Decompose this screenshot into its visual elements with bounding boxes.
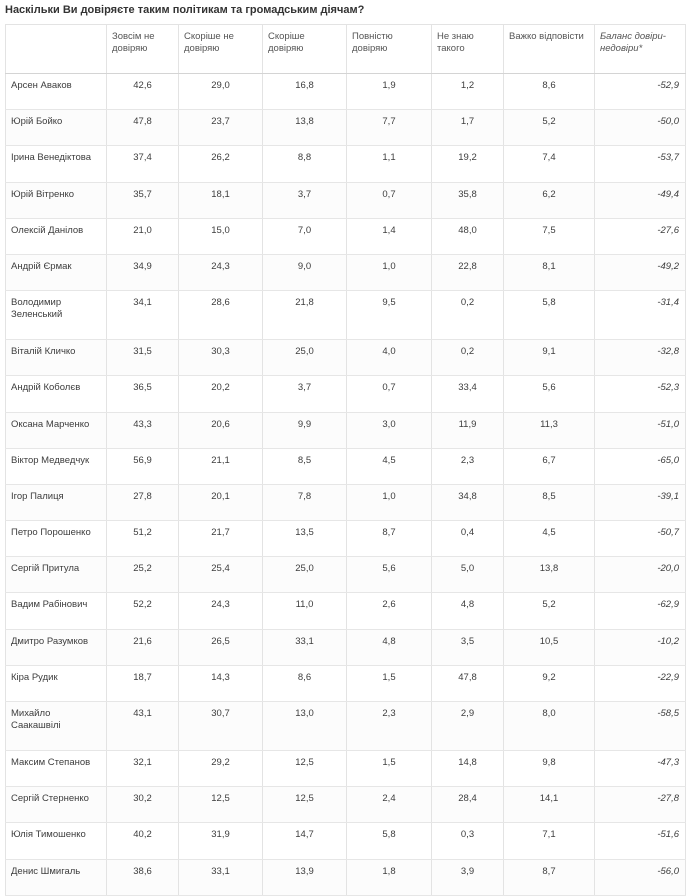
cell-balance: -22,9 bbox=[595, 665, 686, 701]
cell-rather-trust: 13,5 bbox=[263, 521, 347, 557]
cell-rather-not: 26,2 bbox=[179, 146, 263, 182]
table-title: Наскільки Ви довіряєте таким політикам та громадським діячам? bbox=[5, 4, 365, 16]
person-name: Оксана Марченко bbox=[6, 412, 107, 448]
cell-rather-not: 24,3 bbox=[179, 254, 263, 290]
person-name: Віктор Медведчук bbox=[6, 448, 107, 484]
cell-not-at-all: 27,8 bbox=[107, 484, 179, 520]
cell-balance: -27,6 bbox=[595, 218, 686, 254]
cell-rather-not: 31,9 bbox=[179, 823, 263, 859]
cell-balance: -51,0 bbox=[595, 412, 686, 448]
cell-rather-trust: 3,7 bbox=[263, 376, 347, 412]
cell-hard-to-say: 6,2 bbox=[504, 182, 595, 218]
person-name: Сергій Притула bbox=[6, 557, 107, 593]
cell-rather-trust: 9,0 bbox=[263, 254, 347, 290]
cell-balance: -32,8 bbox=[595, 340, 686, 376]
cell-hard-to-say: 10,5 bbox=[504, 629, 595, 665]
cell-hard-to-say: 8,0 bbox=[504, 702, 595, 751]
cell-fully-trust: 1,8 bbox=[347, 859, 432, 895]
cell-rather-trust: 13,8 bbox=[263, 110, 347, 146]
cell-rather-not: 23,7 bbox=[179, 110, 263, 146]
cell-rather-not: 20,1 bbox=[179, 484, 263, 520]
cell-rather-trust: 16,8 bbox=[263, 74, 347, 110]
person-name: Віталій Кличко bbox=[6, 340, 107, 376]
table-row bbox=[6, 412, 686, 448]
trust-table bbox=[5, 24, 686, 896]
table-row bbox=[6, 787, 686, 823]
cell-balance: -52,9 bbox=[595, 74, 686, 110]
cell-rather-not: 26,5 bbox=[179, 629, 263, 665]
cell-rather-not: 25,4 bbox=[179, 557, 263, 593]
cell-not-at-all: 43,3 bbox=[107, 412, 179, 448]
header-dont-know: Не знаю такого bbox=[432, 25, 504, 74]
cell-hard-to-say: 8,1 bbox=[504, 254, 595, 290]
cell-not-at-all: 30,2 bbox=[107, 787, 179, 823]
cell-rather-not: 12,5 bbox=[179, 787, 263, 823]
table-body bbox=[6, 74, 686, 896]
cell-hard-to-say: 7,1 bbox=[504, 823, 595, 859]
cell-fully-trust: 1,9 bbox=[347, 74, 432, 110]
cell-balance: -50,7 bbox=[595, 521, 686, 557]
cell-fully-trust: 7,7 bbox=[347, 110, 432, 146]
cell-not-at-all: 31,5 bbox=[107, 340, 179, 376]
header-name bbox=[6, 25, 107, 74]
person-name: Юрій Бойко bbox=[6, 110, 107, 146]
table-row bbox=[6, 859, 686, 895]
cell-dont-know: 4,8 bbox=[432, 593, 504, 629]
cell-balance: -20,0 bbox=[595, 557, 686, 593]
cell-balance: -56,0 bbox=[595, 859, 686, 895]
cell-hard-to-say: 8,6 bbox=[504, 74, 595, 110]
table-row bbox=[6, 751, 686, 787]
cell-hard-to-say: 9,8 bbox=[504, 751, 595, 787]
cell-hard-to-say: 7,5 bbox=[504, 218, 595, 254]
cell-not-at-all: 34,9 bbox=[107, 254, 179, 290]
cell-rather-not: 24,3 bbox=[179, 593, 263, 629]
person-name: Ігор Палиця bbox=[6, 484, 107, 520]
cell-rather-trust: 14,7 bbox=[263, 823, 347, 859]
cell-dont-know: 33,4 bbox=[432, 376, 504, 412]
cell-balance: -50,0 bbox=[595, 110, 686, 146]
header-balance: Баланс довіри-недовіри* bbox=[595, 25, 686, 74]
cell-rather-trust: 13,0 bbox=[263, 702, 347, 751]
table-row bbox=[6, 340, 686, 376]
cell-rather-trust: 7,0 bbox=[263, 218, 347, 254]
cell-balance: -49,2 bbox=[595, 254, 686, 290]
person-name: Володимир Зеленський bbox=[6, 291, 107, 340]
cell-fully-trust: 4,5 bbox=[347, 448, 432, 484]
cell-rather-trust: 25,0 bbox=[263, 557, 347, 593]
cell-dont-know: 2,9 bbox=[432, 702, 504, 751]
cell-balance: -58,5 bbox=[595, 702, 686, 751]
cell-not-at-all: 34,1 bbox=[107, 291, 179, 340]
cell-dont-know: 0,4 bbox=[432, 521, 504, 557]
cell-balance: -10,2 bbox=[595, 629, 686, 665]
table-row bbox=[6, 521, 686, 557]
cell-fully-trust: 0,7 bbox=[347, 376, 432, 412]
person-name: Андрій Коболєв bbox=[6, 376, 107, 412]
header-hard-to-say: Важко відповісти bbox=[504, 25, 595, 74]
table-row bbox=[6, 182, 686, 218]
cell-balance: -31,4 bbox=[595, 291, 686, 340]
table-row bbox=[6, 593, 686, 629]
cell-fully-trust: 2,4 bbox=[347, 787, 432, 823]
table-row bbox=[6, 376, 686, 412]
cell-hard-to-say: 5,6 bbox=[504, 376, 595, 412]
cell-not-at-all: 42,6 bbox=[107, 74, 179, 110]
cell-hard-to-say: 4,5 bbox=[504, 521, 595, 557]
cell-fully-trust: 2,3 bbox=[347, 702, 432, 751]
cell-dont-know: 3,9 bbox=[432, 859, 504, 895]
cell-rather-not: 28,6 bbox=[179, 291, 263, 340]
cell-rather-trust: 9,9 bbox=[263, 412, 347, 448]
cell-hard-to-say: 5,2 bbox=[504, 110, 595, 146]
cell-dont-know: 22,8 bbox=[432, 254, 504, 290]
cell-rather-trust: 8,5 bbox=[263, 448, 347, 484]
cell-rather-not: 33,1 bbox=[179, 859, 263, 895]
cell-rather-not: 21,7 bbox=[179, 521, 263, 557]
header-not-at-all: Зовсім не довіряю bbox=[107, 25, 179, 74]
cell-balance: -53,7 bbox=[595, 146, 686, 182]
cell-rather-trust: 25,0 bbox=[263, 340, 347, 376]
cell-dont-know: 11,9 bbox=[432, 412, 504, 448]
cell-dont-know: 35,8 bbox=[432, 182, 504, 218]
cell-dont-know: 14,8 bbox=[432, 751, 504, 787]
cell-fully-trust: 1,5 bbox=[347, 751, 432, 787]
table-row bbox=[6, 146, 686, 182]
cell-rather-trust: 7,8 bbox=[263, 484, 347, 520]
cell-balance: -51,6 bbox=[595, 823, 686, 859]
cell-fully-trust: 1,4 bbox=[347, 218, 432, 254]
header-rather-not: Скоріше не довіряю bbox=[179, 25, 263, 74]
table-row bbox=[6, 665, 686, 701]
cell-hard-to-say: 5,2 bbox=[504, 593, 595, 629]
cell-rather-trust: 33,1 bbox=[263, 629, 347, 665]
person-name: Петро Порошенко bbox=[6, 521, 107, 557]
cell-fully-trust: 1,0 bbox=[347, 254, 432, 290]
cell-not-at-all: 21,0 bbox=[107, 218, 179, 254]
table-row bbox=[6, 557, 686, 593]
cell-fully-trust: 4,8 bbox=[347, 629, 432, 665]
cell-balance: -49,4 bbox=[595, 182, 686, 218]
person-name: Денис Шмигаль bbox=[6, 859, 107, 895]
cell-fully-trust: 2,6 bbox=[347, 593, 432, 629]
cell-not-at-all: 21,6 bbox=[107, 629, 179, 665]
cell-not-at-all: 52,2 bbox=[107, 593, 179, 629]
person-name: Вадим Рабінович bbox=[6, 593, 107, 629]
cell-hard-to-say: 13,8 bbox=[504, 557, 595, 593]
person-name: Ірина Венедіктова bbox=[6, 146, 107, 182]
cell-dont-know: 47,8 bbox=[432, 665, 504, 701]
cell-rather-trust: 8,8 bbox=[263, 146, 347, 182]
cell-dont-know: 19,2 bbox=[432, 146, 504, 182]
person-name: Дмитро Разумков bbox=[6, 629, 107, 665]
cell-dont-know: 3,5 bbox=[432, 629, 504, 665]
cell-not-at-all: 32,1 bbox=[107, 751, 179, 787]
cell-balance: -52,3 bbox=[595, 376, 686, 412]
table-row bbox=[6, 629, 686, 665]
cell-dont-know: 34,8 bbox=[432, 484, 504, 520]
cell-rather-not: 18,1 bbox=[179, 182, 263, 218]
cell-balance: -39,1 bbox=[595, 484, 686, 520]
cell-not-at-all: 40,2 bbox=[107, 823, 179, 859]
cell-rather-not: 21,1 bbox=[179, 448, 263, 484]
cell-dont-know: 0,3 bbox=[432, 823, 504, 859]
cell-hard-to-say: 8,5 bbox=[504, 484, 595, 520]
cell-rather-not: 29,0 bbox=[179, 74, 263, 110]
cell-dont-know: 1,7 bbox=[432, 110, 504, 146]
person-name: Юрій Вітренко bbox=[6, 182, 107, 218]
cell-fully-trust: 1,0 bbox=[347, 484, 432, 520]
cell-hard-to-say: 8,7 bbox=[504, 859, 595, 895]
person-name: Михайло Саакашвілі bbox=[6, 702, 107, 751]
cell-rather-not: 14,3 bbox=[179, 665, 263, 701]
cell-rather-trust: 8,6 bbox=[263, 665, 347, 701]
table-row bbox=[6, 110, 686, 146]
table-row bbox=[6, 74, 686, 110]
header-row bbox=[6, 25, 686, 74]
cell-fully-trust: 9,5 bbox=[347, 291, 432, 340]
cell-rather-not: 20,2 bbox=[179, 376, 263, 412]
cell-not-at-all: 36,5 bbox=[107, 376, 179, 412]
cell-rather-trust: 12,5 bbox=[263, 751, 347, 787]
cell-rather-not: 29,2 bbox=[179, 751, 263, 787]
cell-fully-trust: 0,7 bbox=[347, 182, 432, 218]
cell-not-at-all: 25,2 bbox=[107, 557, 179, 593]
table-row bbox=[6, 254, 686, 290]
cell-hard-to-say: 11,3 bbox=[504, 412, 595, 448]
person-name: Сергій Стерненко bbox=[6, 787, 107, 823]
cell-hard-to-say: 14,1 bbox=[504, 787, 595, 823]
cell-dont-know: 1,2 bbox=[432, 74, 504, 110]
person-name: Арсен Аваков bbox=[6, 74, 107, 110]
table-row bbox=[6, 291, 686, 340]
cell-fully-trust: 3,0 bbox=[347, 412, 432, 448]
table-row bbox=[6, 823, 686, 859]
cell-rather-trust: 3,7 bbox=[263, 182, 347, 218]
cell-rather-not: 30,7 bbox=[179, 702, 263, 751]
person-name: Андрій Єрмак bbox=[6, 254, 107, 290]
cell-not-at-all: 51,2 bbox=[107, 521, 179, 557]
table-row bbox=[6, 218, 686, 254]
cell-rather-trust: 12,5 bbox=[263, 787, 347, 823]
cell-fully-trust: 5,6 bbox=[347, 557, 432, 593]
cell-fully-trust: 5,8 bbox=[347, 823, 432, 859]
cell-hard-to-say: 6,7 bbox=[504, 448, 595, 484]
table-row bbox=[6, 702, 686, 751]
cell-dont-know: 5,0 bbox=[432, 557, 504, 593]
cell-dont-know: 28,4 bbox=[432, 787, 504, 823]
cell-rather-trust: 11,0 bbox=[263, 593, 347, 629]
cell-dont-know: 0,2 bbox=[432, 340, 504, 376]
cell-dont-know: 0,2 bbox=[432, 291, 504, 340]
cell-rather-trust: 21,8 bbox=[263, 291, 347, 340]
cell-balance: -47,3 bbox=[595, 751, 686, 787]
cell-not-at-all: 35,7 bbox=[107, 182, 179, 218]
cell-rather-not: 30,3 bbox=[179, 340, 263, 376]
cell-balance: -65,0 bbox=[595, 448, 686, 484]
cell-balance: -62,9 bbox=[595, 593, 686, 629]
cell-hard-to-say: 9,1 bbox=[504, 340, 595, 376]
table-row bbox=[6, 448, 686, 484]
person-name: Олексій Данілов bbox=[6, 218, 107, 254]
table-row bbox=[6, 484, 686, 520]
cell-rather-not: 20,6 bbox=[179, 412, 263, 448]
cell-hard-to-say: 9,2 bbox=[504, 665, 595, 701]
cell-hard-to-say: 7,4 bbox=[504, 146, 595, 182]
cell-rather-not: 15,0 bbox=[179, 218, 263, 254]
cell-fully-trust: 8,7 bbox=[347, 521, 432, 557]
cell-not-at-all: 43,1 bbox=[107, 702, 179, 751]
cell-not-at-all: 56,9 bbox=[107, 448, 179, 484]
cell-hard-to-say: 5,8 bbox=[504, 291, 595, 340]
cell-dont-know: 48,0 bbox=[432, 218, 504, 254]
cell-not-at-all: 37,4 bbox=[107, 146, 179, 182]
cell-fully-trust: 1,5 bbox=[347, 665, 432, 701]
cell-not-at-all: 38,6 bbox=[107, 859, 179, 895]
cell-not-at-all: 18,7 bbox=[107, 665, 179, 701]
cell-dont-know: 2,3 bbox=[432, 448, 504, 484]
cell-not-at-all: 47,8 bbox=[107, 110, 179, 146]
person-name: Юлія Тимошенко bbox=[6, 823, 107, 859]
cell-fully-trust: 4,0 bbox=[347, 340, 432, 376]
cell-rather-trust: 13,9 bbox=[263, 859, 347, 895]
cell-balance: -27,8 bbox=[595, 787, 686, 823]
cell-fully-trust: 1,1 bbox=[347, 146, 432, 182]
header-rather-trust: Скоріше довіряю bbox=[263, 25, 347, 74]
person-name: Максим Степанов bbox=[6, 751, 107, 787]
person-name: Кіра Рудик bbox=[6, 665, 107, 701]
header-fully-trust: Повністю довіряю bbox=[347, 25, 432, 74]
